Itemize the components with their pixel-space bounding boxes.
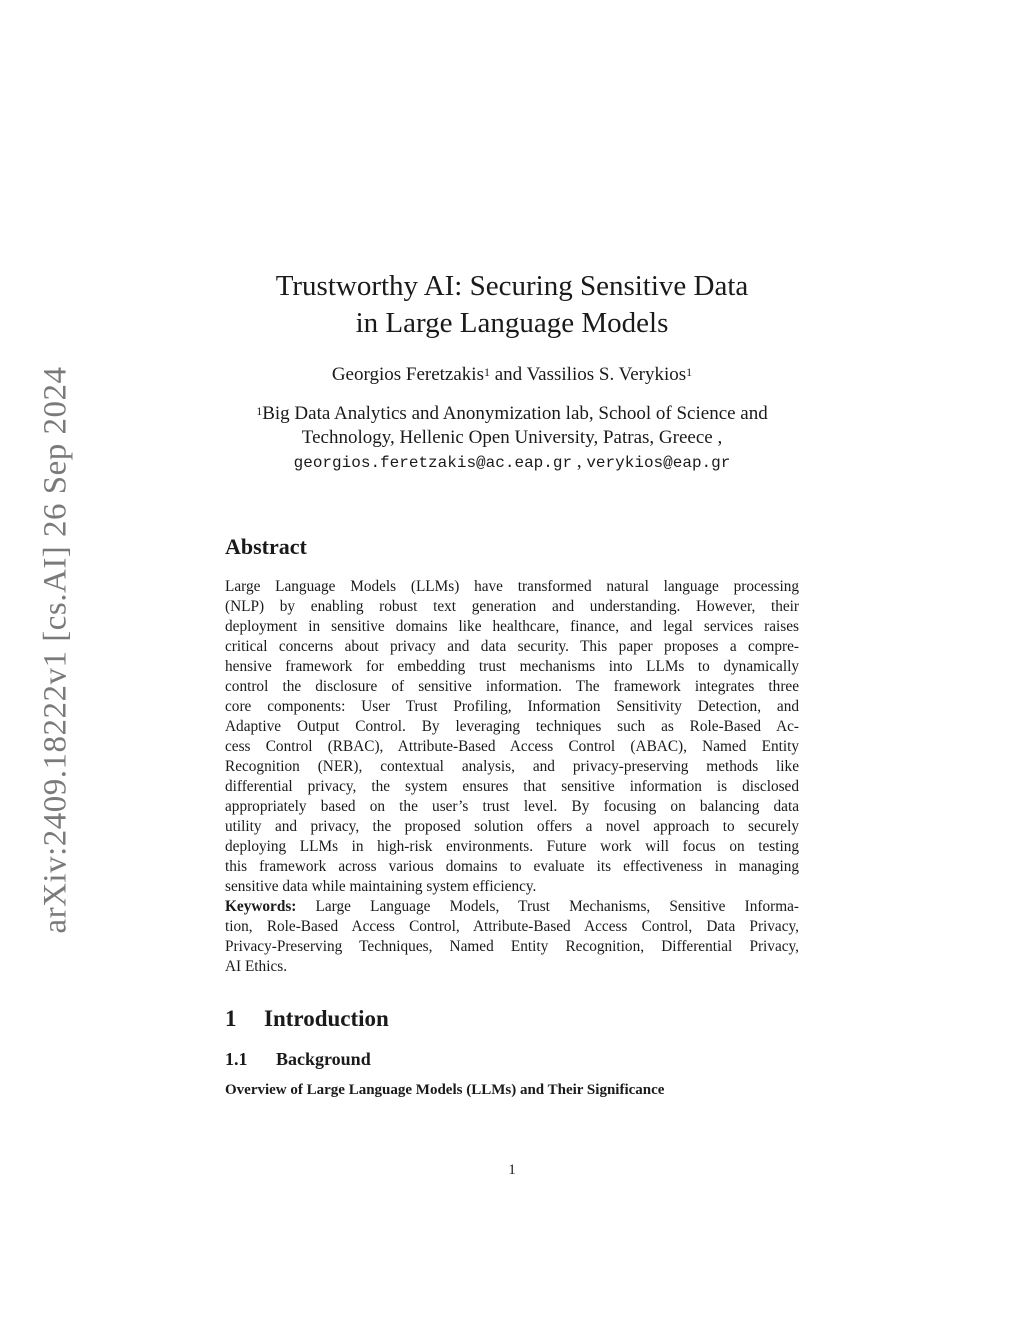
title-line-2: in Large Language Models — [355, 307, 669, 339]
keywords-line: AI Ethics. — [225, 958, 288, 975]
affiliation-block — [220, 402, 804, 475]
section-heading-introduction — [225, 1006, 389, 1032]
abstract-line: Recognition (NER), contextual analysis, and privacy-preserving methods like — [225, 758, 799, 775]
abstract-line: differential privacy, the system ensures that sensitive information is disclosed — [225, 778, 799, 795]
affiliation-marker: 1 — [483, 365, 490, 379]
paragraph-heading: Overview of Large Language Models (LLMs) and Their Significance — [225, 1082, 665, 1098]
section-number: 1 — [225, 1006, 237, 1031]
email-line — [220, 450, 804, 475]
abstract-line: sensitive data while maintaining system efficiency. — [225, 878, 537, 895]
subsection-number: 1.1 — [225, 1049, 248, 1069]
abstract-line: deploying LLMs in high-risk environments. Future work will focus on testing — [225, 838, 799, 855]
affiliation-marker: 1 — [686, 365, 693, 379]
keywords-label: Keywords: — [225, 898, 297, 915]
abstract-line: (NLP) by enabling robust text generation and understanding. However, their — [225, 598, 799, 615]
keywords-line: tion, Role-Based Access Control, Attribute-Based Access Control, Data Privacy, — [225, 918, 799, 935]
author-name: Georgios Feretzakis — [331, 364, 484, 385]
abstract-body — [225, 577, 799, 977]
author-name: Vassilios S. Verykios — [526, 364, 687, 385]
page-number: 1 — [508, 1162, 516, 1178]
email-link[interactable]: verykios@eap.gr — [586, 454, 731, 472]
arxiv-identifier-stamp: arXiv:2409.18222v1 [cs.AI] 26 Sep 2024 — [37, 366, 74, 934]
section-title: Introduction — [264, 1006, 389, 1031]
abstract-line: core components: User Trust Profiling, Information Sensitivity Detection, and — [225, 698, 799, 715]
title-line-1: Trustworthy AI: Securing Sensitive Data — [275, 270, 749, 302]
abstract-line: deployment in sensitive domains like healthcare, finance, and legal services raises — [225, 618, 799, 635]
affiliation-line-2: Technology, Hellenic Open University, Patras, Greece , — [301, 427, 723, 448]
keywords-line — [225, 897, 799, 917]
keywords-text: Large Language Models, Trust Mechanisms, Sensitive Informa- — [296, 898, 799, 915]
paper-title — [225, 268, 799, 342]
abstract-line: Adaptive Output Control. By leveraging techniques such as Role-Based Ac- — [225, 718, 799, 735]
abstract-line: this framework across various domains to evaluate its effectiveness in managing — [225, 858, 799, 875]
abstract-line: cess Control (RBAC), Attribute-Based Access Control (ABAC), Named Entity — [225, 738, 799, 755]
abstract-line: appropriately based on the user’s trust level. By focusing on balancing data — [225, 798, 799, 815]
affiliation-marker: 1 — [256, 404, 263, 418]
abstract-line: utility and privacy, the proposed solution offers a novel approach to securely — [225, 818, 799, 835]
abstract-line: hensive framework for embedding trust mechanisms into LLMs to dynamically — [225, 658, 799, 675]
author-separator: and — [489, 364, 527, 385]
keywords-line: Privacy-Preserving Techniques, Named Entity Recognition, Differential Privacy, — [225, 938, 799, 955]
abstract-heading: Abstract — [225, 534, 307, 559]
email-separator: , — [572, 451, 587, 472]
email-link[interactable]: georgios.feretzakis@ac.eap.gr — [293, 454, 573, 472]
subsection-title: Background — [276, 1049, 371, 1069]
affiliation-line-1: $^1$Big Data Analytics and Anonymization lab, School of Science and — [256, 403, 768, 424]
abstract-line: control the disclosure of sensitive information. The framework integrates three — [225, 678, 799, 695]
abstract-line: Large Language Models (LLMs) have transformed natural language processing — [225, 578, 799, 595]
author-list — [225, 363, 799, 387]
abstract-line: critical concerns about privacy and data security. This paper proposes a compre- — [225, 638, 799, 655]
subsection-heading-background — [225, 1049, 371, 1070]
